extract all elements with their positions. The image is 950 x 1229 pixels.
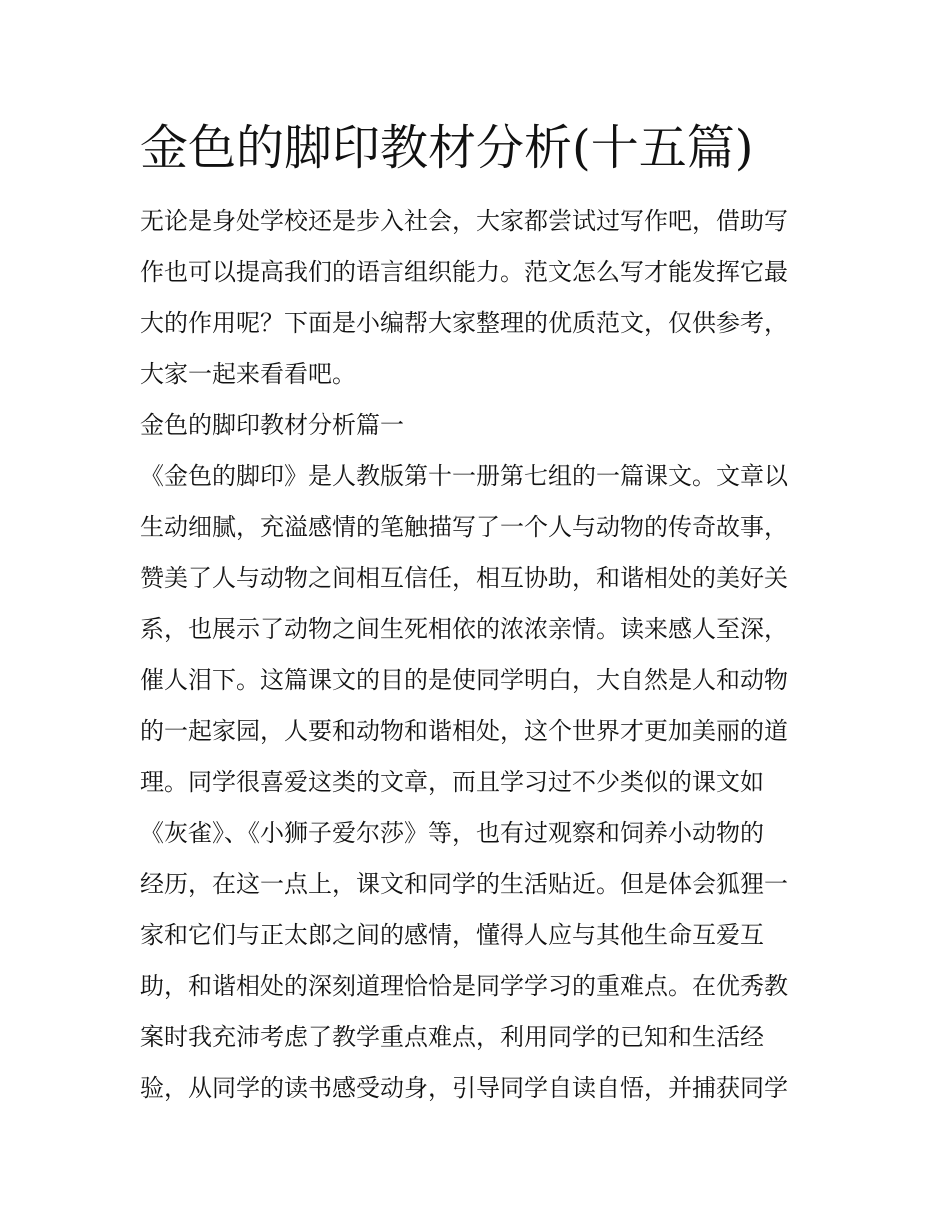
paragraph-line: 的一起家园，人要和动物和谐相处，这个世界才更加美丽的道 bbox=[140, 717, 788, 745]
paragraph-line: 经历，在这一点上，课文和同学的生活贴近。但是体会狐狸一 bbox=[140, 870, 788, 898]
paragraph-line: 验，从同学的读书感受动身，引导同学自读自悟，并捕获同学 bbox=[140, 1074, 788, 1102]
paragraph-line: 《灰雀》、《小狮子爱尔莎》等，也有过观察和饲养小动物的 bbox=[140, 819, 764, 847]
paragraph-line: 生动细腻，充溢感情的笔触描写了一个人与动物的传奇故事， bbox=[140, 513, 788, 541]
paragraph-line: 家和它们与正太郎之间的感情，懂得人应与其他生命互爱互 bbox=[140, 921, 764, 949]
paragraph-line: 系，也展示了动物之间生死相依的浓浓亲情。读来感人至深， bbox=[140, 615, 788, 643]
paragraph-line: 案时我充沛考虑了教学重点难点，利用同学的已知和生活经 bbox=[140, 1023, 764, 1051]
section-heading: 金色的脚印教材分析篇一 bbox=[140, 411, 404, 439]
paragraph-line: 赞美了人与动物之间相互信任，相互协助，和谐相处的美好关 bbox=[140, 564, 788, 592]
document-title: 金色的脚印教材分析(十五篇) bbox=[140, 120, 754, 176]
paragraph-line: 催人泪下。这篇课文的目的是使同学明白，大自然是人和动物 bbox=[140, 666, 788, 694]
paragraph-line: 《金色的脚印》是人教版第十一册第七组的一篇课文。文章以 bbox=[140, 462, 788, 490]
paragraph-line: 理。同学很喜爱这类的文章，而且学习过不少类似的课文如 bbox=[140, 768, 764, 796]
intro-line: 大家一起来看看吧。 bbox=[140, 360, 356, 388]
intro-line: 作也可以提高我们的语言组织能力。范文怎么写才能发挥它最 bbox=[140, 258, 788, 286]
document-body bbox=[140, 196, 820, 1114]
paragraph-line: 助，和谐相处的深刻道理恰恰是同学学习的重难点。在优秀教 bbox=[140, 972, 788, 1000]
intro-line: 大的作用呢？下面是小编帮大家整理的优质范文，仅供参考， bbox=[140, 309, 788, 337]
intro-line: 无论是身处学校还是步入社会，大家都尝试过写作吧，借助写 bbox=[140, 207, 788, 235]
